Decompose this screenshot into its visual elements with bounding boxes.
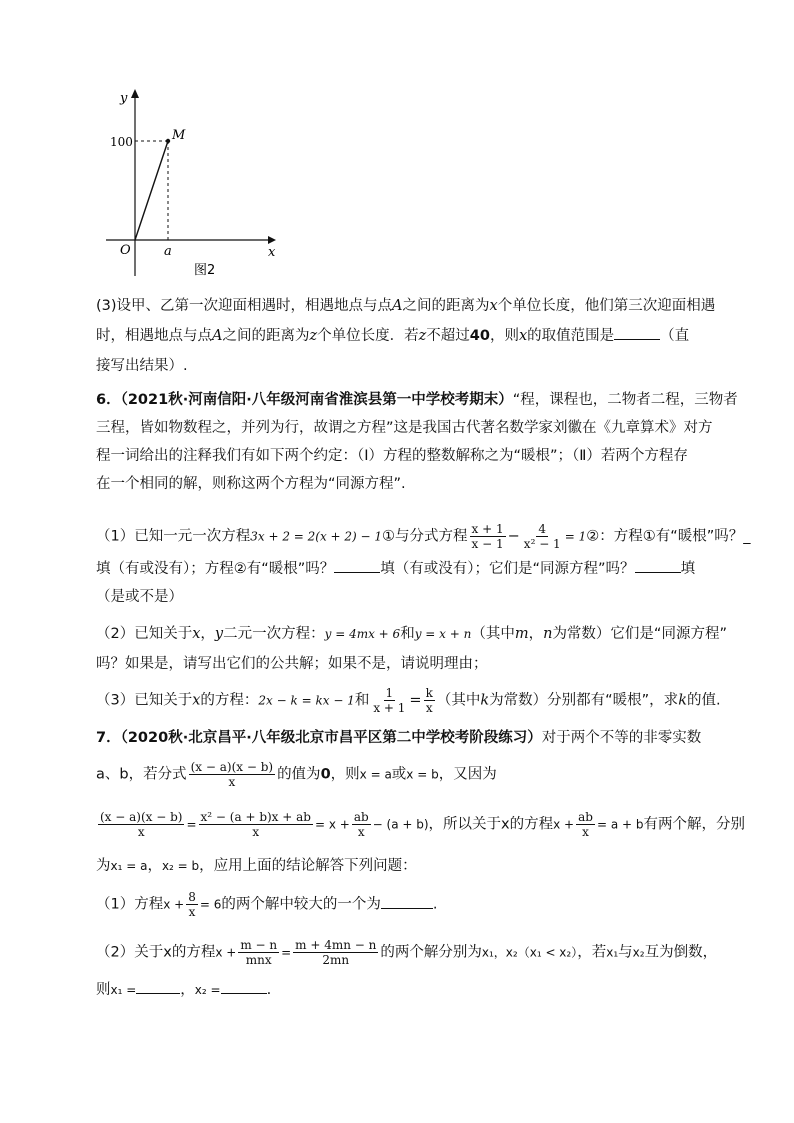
operator: = bbox=[281, 945, 292, 960]
text: (3)设甲、乙第一次迎面相遇时，相遇地点与点 bbox=[96, 298, 393, 314]
denominator: x bbox=[357, 825, 365, 839]
graph-segment-om bbox=[135, 141, 168, 240]
text: ， bbox=[200, 626, 215, 642]
text: 对于两个不等的非零实数 bbox=[541, 730, 702, 746]
q6-part3-line1 bbox=[96, 686, 721, 715]
q7-line2 bbox=[96, 760, 497, 789]
text: 时，相遇地点与点 bbox=[96, 328, 212, 344]
denominator: 2mn bbox=[322, 953, 350, 967]
text: ， bbox=[180, 982, 195, 998]
expression: x + bbox=[215, 945, 237, 960]
q6-line2 bbox=[96, 414, 713, 442]
var-x: x bbox=[163, 944, 172, 961]
denominator: x bbox=[582, 825, 589, 839]
numerator: x + 1 bbox=[471, 522, 504, 536]
numerator: (x − a)(x − b) bbox=[100, 810, 183, 824]
expression: x + bbox=[553, 817, 575, 832]
q6-part2-line2 bbox=[96, 650, 488, 678]
equation: x₂ = b bbox=[161, 859, 200, 873]
x-axis-label: x bbox=[268, 245, 276, 260]
fraction bbox=[371, 686, 407, 715]
question-source: （2021秋·河南信阳·八年级河南省淮滨县第一中学校考期末） bbox=[120, 392, 513, 408]
equation-1: 3x + 2 = 2(x + 2) − 1 bbox=[250, 529, 383, 544]
q6-line4 bbox=[96, 470, 406, 498]
numerator: m + 4mn − n bbox=[295, 938, 377, 952]
text: 填 bbox=[680, 561, 696, 577]
text: 个单位长度，他们第三次迎面相遇 bbox=[497, 298, 716, 314]
var-z: z bbox=[418, 328, 427, 344]
text: 二元一次方程： bbox=[223, 626, 325, 642]
q5-part3-line3 bbox=[96, 352, 188, 380]
text: 吗？如果是，请写出它们的公共解；如果不是，请说明理由； bbox=[96, 656, 488, 672]
text: 之间的距离为 bbox=[222, 328, 310, 344]
expression: x + bbox=[163, 897, 185, 912]
answer-blank-x2[interactable] bbox=[221, 979, 267, 994]
operator: = bbox=[186, 817, 197, 832]
fraction bbox=[186, 890, 198, 919]
text: ，所以关于 bbox=[428, 816, 502, 833]
expression: x₁，x₂（x₁ < x₂） bbox=[481, 945, 578, 960]
question-number: 7． bbox=[96, 730, 121, 746]
text: ， bbox=[147, 858, 162, 874]
q7-part2 bbox=[96, 938, 717, 967]
text: 的取值范围是 bbox=[527, 328, 615, 344]
fraction bbox=[576, 810, 595, 839]
circle-number-2: ② bbox=[586, 528, 600, 545]
text: . bbox=[266, 982, 272, 998]
figure-caption: 图2 bbox=[194, 263, 216, 278]
var-x: x bbox=[489, 298, 498, 314]
denominator: mnx bbox=[245, 953, 272, 967]
numerator: 8 bbox=[188, 890, 196, 904]
numerator: k bbox=[425, 686, 433, 700]
text: 的两个解中较大的一个为 bbox=[221, 896, 381, 913]
numerator: m − n bbox=[240, 938, 278, 952]
text: 个单位长度．若 bbox=[317, 328, 419, 344]
equation: x = a bbox=[359, 767, 392, 782]
point-m-label: M bbox=[172, 128, 186, 143]
text: （直 bbox=[660, 328, 690, 344]
expression: − (a + b) bbox=[372, 817, 429, 832]
text: （是或不是） bbox=[96, 589, 183, 605]
q7-line1 bbox=[96, 724, 701, 752]
expression: = 6 bbox=[199, 897, 222, 912]
expression: x₁ = bbox=[110, 983, 137, 997]
text: 的值. bbox=[686, 692, 721, 709]
var-n: n bbox=[543, 626, 553, 642]
text: 不超过 bbox=[426, 328, 470, 344]
q6-line3 bbox=[96, 442, 688, 470]
expression: x₁ bbox=[606, 945, 619, 960]
answer-blank[interactable] bbox=[334, 558, 380, 573]
text: 的值为 bbox=[277, 766, 321, 783]
answer-blank-x1[interactable] bbox=[136, 979, 180, 994]
text: 与 bbox=[618, 944, 633, 961]
text: 在一个相同的解，则称这两个方程为“同源方程”. bbox=[96, 476, 406, 492]
expression: = x + bbox=[314, 817, 350, 832]
var-m: m bbox=[514, 626, 529, 642]
text: 和 bbox=[354, 692, 370, 709]
answer-blank[interactable] bbox=[381, 894, 433, 909]
fraction bbox=[352, 810, 371, 839]
text: 互为倒数， bbox=[644, 944, 718, 961]
text: （2）关于 bbox=[96, 944, 164, 961]
question-number: 6． bbox=[96, 392, 121, 408]
q7-part2-answer bbox=[96, 976, 271, 1004]
text: 的方程： bbox=[200, 692, 259, 709]
var-z: z bbox=[309, 328, 318, 344]
text: ，则 bbox=[489, 328, 519, 344]
expression: = a + b bbox=[596, 817, 644, 832]
text: （其中 bbox=[436, 692, 481, 709]
denominator: x bbox=[137, 825, 145, 839]
equation: x = b bbox=[406, 767, 439, 782]
denominator: x − 1 bbox=[471, 537, 504, 551]
answer-blank[interactable] bbox=[635, 558, 681, 573]
y-axis-arrow-icon bbox=[131, 89, 139, 98]
equation: x₁ = a bbox=[110, 859, 148, 873]
text: 和 bbox=[400, 626, 415, 642]
function-graph-figure bbox=[100, 86, 290, 286]
text: ，应用上面的结论解答下列问题： bbox=[199, 858, 417, 874]
q6-line1 bbox=[96, 386, 738, 414]
text: . bbox=[432, 896, 438, 913]
fraction bbox=[293, 938, 378, 967]
fraction bbox=[470, 522, 506, 551]
number-0: 0 bbox=[320, 766, 331, 783]
q7-line3 bbox=[96, 810, 745, 839]
q7-line4 bbox=[96, 852, 417, 880]
y-tick-label: 100 bbox=[110, 135, 133, 149]
denominator: x bbox=[425, 701, 433, 715]
equation-rhs: = 1 bbox=[564, 529, 587, 544]
var-k: k bbox=[480, 692, 490, 709]
text: 与分式方程 bbox=[395, 528, 468, 545]
q5-part3-line1 bbox=[96, 292, 715, 320]
fraction bbox=[424, 686, 435, 715]
denominator: x bbox=[188, 905, 196, 919]
numerator: 4 bbox=[538, 522, 547, 536]
text: ，则 bbox=[330, 766, 360, 783]
fraction bbox=[522, 522, 563, 551]
text: 的两个解分别为 bbox=[380, 944, 482, 961]
text: 或 bbox=[391, 766, 407, 783]
var-y: y bbox=[214, 626, 224, 642]
number-40: 40 bbox=[469, 328, 490, 344]
numerator: ab bbox=[578, 810, 593, 824]
equation: y = x + n bbox=[414, 627, 472, 641]
denominator: x² − 1 bbox=[523, 537, 561, 551]
point-a: A bbox=[212, 328, 223, 344]
text: （3）已知关于 bbox=[96, 692, 193, 709]
x-tick-label: a bbox=[164, 244, 172, 259]
q6-part1-line1 bbox=[96, 522, 751, 551]
text: 接写出结果）. bbox=[96, 358, 188, 374]
equation: 2x − k = kx − 1 bbox=[258, 693, 355, 708]
point-a: A bbox=[392, 298, 403, 314]
expression: x₂ bbox=[632, 945, 645, 960]
q6-part2-line1 bbox=[96, 620, 727, 648]
y-axis-label: y bbox=[120, 91, 128, 106]
circle-number-1: ① bbox=[382, 528, 396, 545]
point-m bbox=[166, 139, 170, 143]
text: a、b，若分式 bbox=[96, 766, 187, 783]
text: 为常数）分别都有“暖根”，求 bbox=[489, 692, 679, 709]
numerator: 1 bbox=[385, 686, 394, 700]
text: “程，课程也，二物者二程，三物者 bbox=[512, 392, 738, 408]
var-x: x bbox=[501, 816, 510, 833]
text: 填（有或没有）；它们是“同源方程”吗？ bbox=[380, 561, 635, 577]
text: 为常数）它们是“同源方程” bbox=[552, 626, 727, 642]
text: 之间的距离为 bbox=[402, 298, 490, 314]
var-x: x bbox=[192, 626, 201, 642]
q7-part1 bbox=[96, 890, 437, 919]
var-k: k bbox=[678, 692, 687, 709]
q6-part1-line2 bbox=[96, 555, 695, 583]
text: 三程，皆如物数程之，并列为行，故谓之方程”这是我国古代著名数学家刘徽在《九章算术》对方 bbox=[96, 420, 713, 436]
question-source: （2020秋·北京昌平·八年级北京市昌平区第二中学校考阶段练习） bbox=[120, 730, 542, 746]
text: ， bbox=[528, 626, 544, 642]
numerator: x² − (a + b)x + ab bbox=[200, 810, 311, 824]
text: 的方程 bbox=[171, 944, 216, 961]
text: 的方程 bbox=[509, 816, 554, 833]
fraction bbox=[238, 938, 279, 967]
x-axis-arrow-icon bbox=[268, 236, 276, 244]
text: （1）方程 bbox=[96, 896, 164, 913]
denominator: x bbox=[228, 775, 236, 789]
origin-label: O bbox=[120, 243, 131, 258]
fraction bbox=[98, 810, 184, 839]
text: （1）已知一元一次方程 bbox=[96, 528, 251, 545]
numerator: (x − a)(x − b) bbox=[190, 760, 274, 774]
text: 程一词给出的注释我们有如下两个约定：（Ⅰ）方程的整数解称之为“暖根”；（Ⅱ）若两个方程存 bbox=[96, 448, 688, 464]
operator: = bbox=[409, 692, 422, 709]
text: ：方程①有“暖根”吗？_ bbox=[599, 528, 751, 545]
numerator: ab bbox=[353, 810, 369, 824]
expression: x₂ = bbox=[194, 983, 221, 997]
var-x: x bbox=[192, 692, 201, 709]
text: 则 bbox=[96, 982, 111, 998]
fraction bbox=[199, 810, 313, 839]
q5-part3-line2 bbox=[96, 322, 689, 350]
text: 有两个解，分别 bbox=[643, 816, 745, 833]
var-x: x bbox=[518, 328, 528, 344]
text: ，若 bbox=[577, 944, 607, 961]
denominator: x + 1 bbox=[373, 701, 406, 715]
text: 填（有或没有）；方程②有“暖根”吗？ bbox=[96, 561, 335, 577]
text: 为 bbox=[96, 858, 111, 874]
fraction bbox=[189, 760, 275, 789]
text: （2）已知关于 bbox=[96, 626, 193, 642]
operator: − bbox=[507, 528, 520, 545]
equation: y = 4mx + 6 bbox=[324, 627, 401, 641]
text: ，又因为 bbox=[438, 766, 497, 783]
denominator: x bbox=[252, 825, 260, 839]
text: （其中 bbox=[471, 626, 515, 642]
answer-blank[interactable] bbox=[614, 325, 660, 340]
q6-part1-line3 bbox=[96, 583, 183, 611]
